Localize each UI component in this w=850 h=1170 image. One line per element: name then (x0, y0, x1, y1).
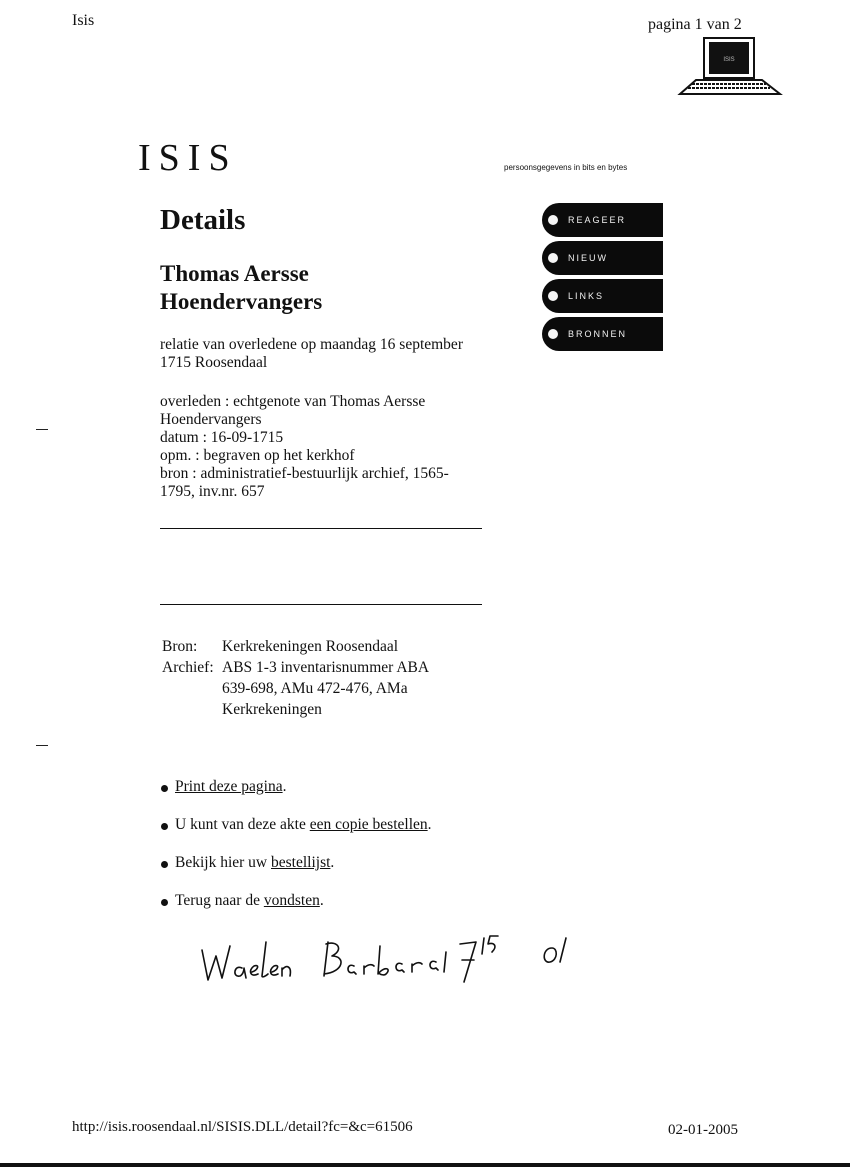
side-menu (542, 203, 663, 355)
footer-date: 02-01-2005 (668, 1122, 738, 1138)
site-tagline: persoonsgegevens in bits en bytes (504, 163, 628, 172)
footer-url: http://isis.roosendaal.nl/SISIS.DLL/detail?fc=&c=61506 (72, 1119, 413, 1135)
archief-value: ABS 1-3 inventarisnummer ABA 639-698, AMu 472-476, AMa Kerkrekeningen (222, 659, 429, 718)
person-name-line1: Thomas Aersse (160, 261, 309, 286)
print-page-link[interactable]: Print deze pagina (175, 778, 283, 795)
source-row-bron (162, 636, 452, 657)
list-item: U kunt van deze akte een copie bestellen. (160, 816, 432, 854)
bron-label: Bron: (162, 638, 198, 655)
bron-value: Kerkrekeningen Roosendaal (222, 638, 399, 655)
list-item: Print deze pagina. (160, 778, 432, 816)
menu-item-reageer[interactable] (542, 203, 663, 237)
event-line-datum: datum : 16-09-1715 (160, 429, 284, 446)
order-list-link[interactable]: bestellijst (271, 854, 331, 871)
source-table (162, 636, 452, 720)
archief-label: Archief: (162, 659, 214, 676)
menu-item-label: REAGEER (568, 215, 627, 225)
event-line-bron: bron : administratief-bestuurlijk archief, 1565-1795, inv.nr. 657 (160, 465, 449, 500)
relation-text: relatie van overledene op maandag 16 september 1715 Roosendaal (160, 336, 463, 371)
back-to-results-link[interactable]: vondsten (263, 892, 320, 909)
bullet-icon (548, 291, 558, 301)
bullet-icon (548, 215, 558, 225)
print-header-title: Isis (72, 12, 95, 29)
scan-mark (36, 745, 48, 746)
divider-bottom (160, 604, 482, 605)
person-name-line2: Hoendervangers (160, 289, 323, 314)
svg-text:ISIS: ISIS (723, 57, 735, 63)
action-list (160, 778, 432, 930)
menu-item-links[interactable] (542, 279, 663, 313)
menu-item-label: NIEUW (568, 253, 608, 263)
menu-item-label: LINKS (568, 291, 605, 301)
menu-item-nieuw[interactable] (542, 241, 663, 275)
list-item: Bekijk hier uw bestellijst. (160, 854, 432, 892)
scan-mark (36, 429, 48, 430)
source-row-archief (162, 657, 452, 720)
menu-item-label: BRONNEN (568, 329, 628, 339)
order-copy-link[interactable]: een copie bestellen (309, 816, 428, 833)
menu-item-bronnen[interactable] (542, 317, 663, 351)
page-title: Details (160, 204, 246, 236)
handwritten-note (198, 928, 598, 988)
divider-top (160, 528, 482, 529)
scan-edge (0, 1163, 850, 1167)
person-name (160, 260, 420, 316)
laptop-icon (676, 30, 784, 100)
bullet-icon (548, 253, 558, 263)
event-line-overleden: overleden : echtgenote van Thomas Aersse Hoendervangers (160, 393, 426, 428)
event-details (160, 393, 478, 501)
page-indicator: pagina 1 van 2 (648, 16, 742, 33)
event-line-opm: opm. : begraven op het kerkhof (160, 447, 355, 464)
site-logo: ISIS (138, 137, 238, 179)
bullet-icon (548, 329, 558, 339)
list-item: Terug naar de vondsten. (160, 892, 432, 930)
